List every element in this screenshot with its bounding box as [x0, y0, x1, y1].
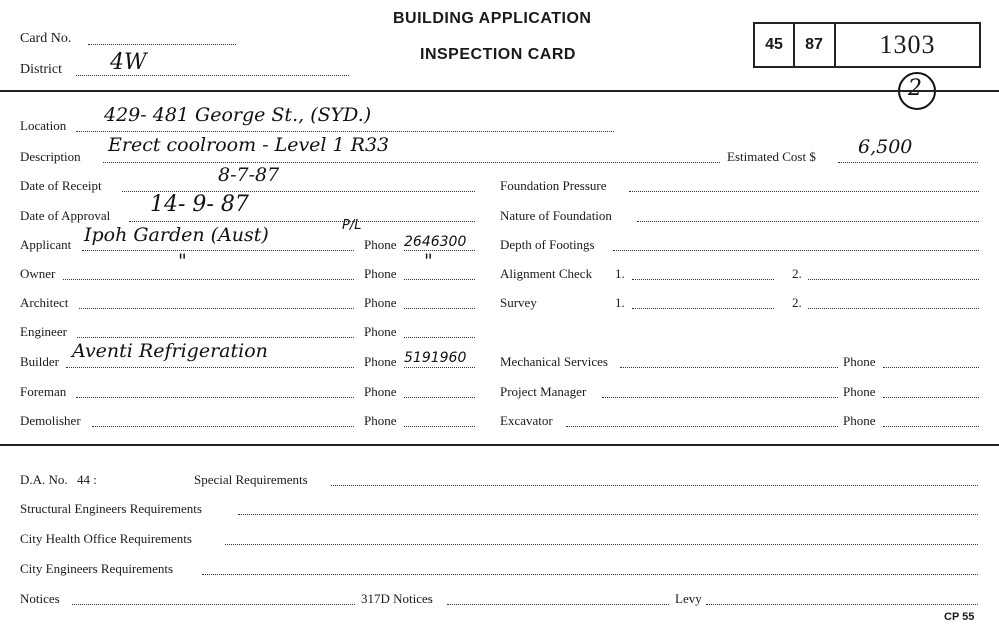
city-engineers-requirements-field[interactable] — [202, 574, 978, 575]
special-requirements-label: Special Requirements — [194, 472, 308, 487]
builder-field[interactable] — [66, 367, 354, 368]
structural-requirements-label: Structural Engineers Requirements — [20, 501, 202, 516]
architect-phone-field[interactable] — [404, 308, 475, 309]
owner-field[interactable] — [63, 279, 354, 280]
project-manager-field[interactable] — [602, 397, 838, 398]
estimated-cost-field[interactable] — [838, 162, 978, 163]
project-manager-phone-field[interactable] — [883, 397, 979, 398]
builder-phone-value: 5191960 — [404, 350, 467, 366]
demolisher-phone-label: Phone — [364, 413, 397, 428]
alignment-item2-label: 2. — [792, 266, 802, 281]
date-receipt-label: Date of Receipt — [20, 178, 102, 193]
foreman-field[interactable] — [76, 397, 354, 398]
excavator-phone-label: Phone — [843, 413, 876, 428]
applicant-annotation: P/L — [342, 218, 362, 233]
mechanical-phone-label: Phone — [843, 354, 876, 369]
estimated-cost-value: 6,500 — [858, 136, 913, 158]
section-divider — [0, 444, 999, 446]
mechanical-services-field[interactable] — [620, 367, 838, 368]
architect-field[interactable] — [79, 308, 354, 309]
demolisher-label: Demolisher — [20, 413, 81, 428]
owner-phone-value: " — [424, 250, 433, 272]
applicant-phone-value: 2646300 — [404, 234, 467, 250]
survey-label: Survey — [500, 295, 537, 310]
excavator-phone-field[interactable] — [883, 426, 979, 427]
owner-phone-field[interactable] — [404, 279, 475, 280]
special-requirements-field[interactable] — [331, 485, 978, 486]
builder-phone-label: Phone — [364, 354, 397, 369]
engineer-field[interactable] — [77, 337, 354, 338]
survey-item1-label: 1. — [615, 295, 625, 310]
card-number-box — [753, 22, 981, 68]
notices-label: Notices — [20, 591, 60, 606]
survey-item1-field[interactable] — [632, 308, 774, 309]
da-no-value: 44 : — [77, 472, 97, 487]
card-no-label: Card No. — [20, 31, 72, 46]
location-field[interactable] — [76, 131, 614, 132]
engineer-phone-label: Phone — [364, 324, 397, 339]
applicant-label: Applicant — [20, 237, 72, 252]
excavator-label: Excavator — [500, 413, 553, 428]
date-receipt-value: 8-7-87 — [218, 164, 280, 186]
card-number: 1303 — [879, 30, 936, 59]
notices-317d-label: 317D Notices — [361, 591, 433, 606]
mechanical-phone-field[interactable] — [883, 367, 979, 368]
foreman-phone-field[interactable] — [404, 397, 475, 398]
city-engineers-requirements-label: City Engineers Requirements — [20, 561, 174, 576]
levy-label: Levy — [675, 591, 702, 606]
foundation-pressure-field[interactable] — [629, 191, 979, 192]
levy-field[interactable] — [706, 604, 978, 605]
box-cell-2: 87 — [805, 36, 823, 53]
foreman-phone-label: Phone — [364, 384, 397, 399]
health-requirements-field[interactable] — [225, 544, 978, 545]
applicant-phone-field[interactable] — [404, 250, 475, 251]
builder-phone-field[interactable] — [404, 367, 475, 368]
box-cell-1: 45 — [765, 36, 783, 53]
depth-footings-label: Depth of Footings — [500, 237, 595, 252]
notices-field[interactable] — [72, 604, 355, 605]
architect-phone-label: Phone — [364, 295, 397, 310]
description-value: Erect coolroom - Level 1 R33 — [108, 134, 390, 156]
project-manager-phone-label: Phone — [843, 384, 876, 399]
date-approval-field[interactable] — [129, 221, 475, 222]
depth-footings-field[interactable] — [613, 250, 979, 251]
circled-annotation: 2 — [898, 72, 936, 110]
excavator-field[interactable] — [566, 426, 838, 427]
district-field[interactable] — [76, 75, 349, 76]
date-approval-value: 14- 9- 87 — [150, 192, 249, 217]
description-label: Description — [20, 149, 81, 164]
notices-317d-field[interactable] — [447, 604, 669, 605]
alignment-item2-field[interactable] — [808, 279, 979, 280]
applicant-value: Ipoh Garden (Aust) — [84, 224, 269, 246]
description-field[interactable] — [103, 162, 720, 163]
form-code: CP 55 — [944, 611, 975, 623]
title-line2: INSPECTION CARD — [420, 46, 576, 63]
nature-foundation-label: Nature of Foundation — [500, 208, 612, 223]
applicant-field[interactable] — [82, 250, 354, 251]
owner-label: Owner — [20, 266, 56, 281]
demolisher-field[interactable] — [92, 426, 354, 427]
engineer-phone-field[interactable] — [404, 337, 475, 338]
estimated-cost-label: Estimated Cost $ — [727, 149, 816, 164]
da-no-label: D.A. No. — [20, 472, 68, 487]
foundation-pressure-label: Foundation Pressure — [500, 178, 607, 193]
nature-foundation-field[interactable] — [637, 221, 979, 222]
location-value: 429- 481 George St., (SYD.) — [104, 104, 372, 126]
date-approval-label: Date of Approval — [20, 208, 111, 223]
owner-phone-label: Phone — [364, 266, 397, 281]
project-manager-label: Project Manager — [500, 384, 587, 399]
builder-label: Builder — [20, 354, 59, 369]
title-line1: BUILDING APPLICATION — [393, 10, 592, 27]
health-requirements-label: City Health Office Requirements — [20, 531, 192, 546]
alignment-item1-label: 1. — [615, 266, 625, 281]
district-label: District — [20, 62, 62, 77]
foreman-label: Foreman — [20, 384, 67, 399]
architect-label: Architect — [20, 295, 69, 310]
alignment-item1-field[interactable] — [632, 279, 774, 280]
engineer-label: Engineer — [20, 324, 67, 339]
survey-item2-label: 2. — [792, 295, 802, 310]
builder-value: Aventi Refrigeration — [72, 340, 268, 362]
card-no-field[interactable] — [88, 44, 236, 45]
survey-item2-field[interactable] — [808, 308, 979, 309]
demolisher-phone-field[interactable] — [404, 426, 475, 427]
structural-requirements-field[interactable] — [238, 514, 978, 515]
location-label: Location — [20, 118, 67, 133]
alignment-check-label: Alignment Check — [500, 266, 593, 281]
district-value: 4W — [110, 50, 147, 75]
applicant-phone-label: Phone — [364, 237, 397, 252]
mechanical-services-label: Mechanical Services — [500, 354, 608, 369]
header-divider — [0, 90, 999, 92]
owner-value: " — [178, 250, 187, 272]
